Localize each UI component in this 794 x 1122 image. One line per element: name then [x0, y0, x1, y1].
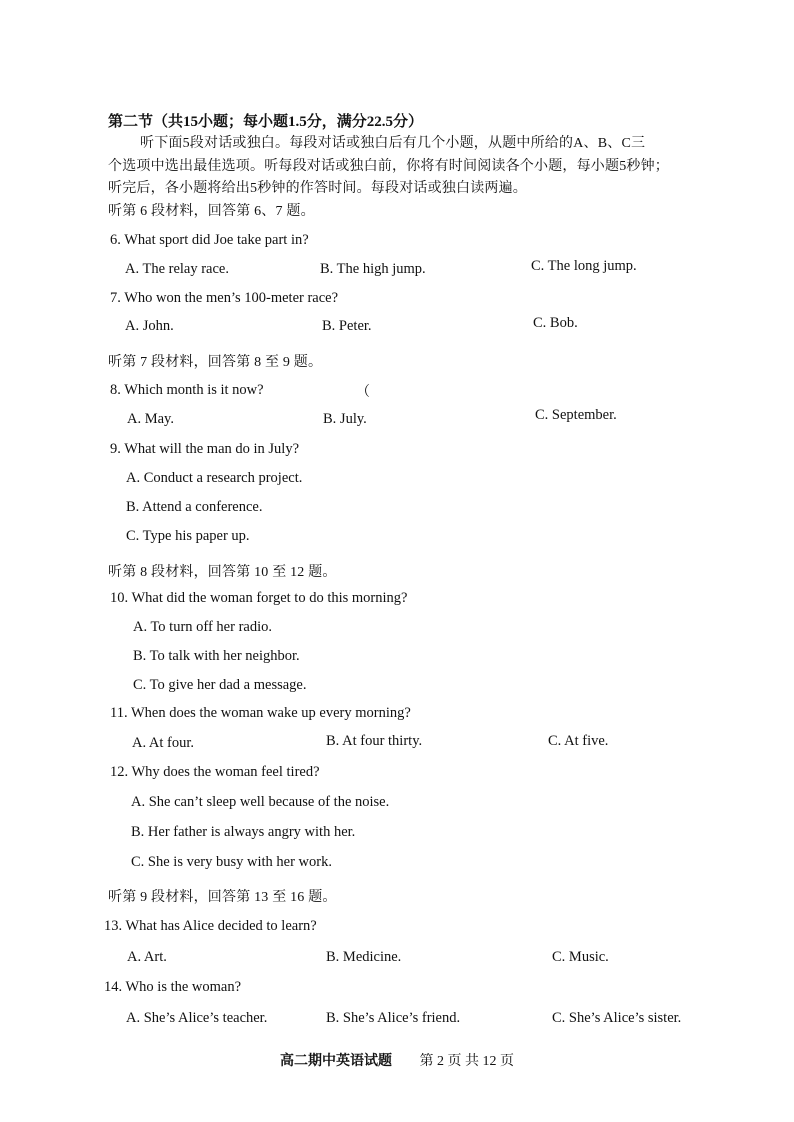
option-c: C. Bob.: [533, 315, 578, 331]
option-a: A. To turn off her radio.: [133, 619, 272, 635]
option-c: C. Music.: [552, 949, 609, 965]
option-a: A. She’s Alice’s teacher.: [126, 1010, 268, 1026]
footer-title: 高二期中英语试题: [280, 1054, 392, 1069]
option-c: C. Type his paper up.: [126, 528, 250, 544]
question-stem: 13. What has Alice decided to learn?: [104, 918, 317, 934]
group-label: 听第 7 段材料，回答第 8 至 9 题。: [108, 355, 323, 370]
option-b: B. At four thirty.: [326, 733, 423, 749]
option-b: B. July.: [323, 411, 367, 427]
option-b: B. Peter.: [322, 318, 372, 334]
stray-mark: （: [356, 385, 370, 400]
page-footer: [280, 1050, 514, 1070]
option-a: A. At four.: [132, 735, 195, 751]
option-a: A. Conduct a research project.: [126, 470, 303, 486]
question-stem: 12. Why does the woman feel tired?: [110, 764, 320, 780]
option-a: A. The relay race.: [125, 261, 229, 277]
option-b: B. Medicine.: [326, 949, 402, 965]
instruction-line-2: 个选项中选出最佳选项。听每段对话或独白前，你将有时间阅读各个小题，每小题5秒钟；: [108, 159, 669, 174]
instruction-line-1: 听下面5段对话或独白。每段对话或独白后有几个小题，从题中所给的A、B、C三: [140, 136, 646, 151]
option-c: C. September.: [535, 407, 617, 423]
option-c: C. The long jump.: [531, 258, 637, 274]
footer-page-number: 第 2 页 共 12 页: [419, 1054, 514, 1069]
question-stem: 10. What did the woman forget to do this morning?: [110, 590, 408, 606]
group-label: 听第 9 段材料，回答第 13 至 16 题。: [108, 890, 337, 905]
question-stem: 14. Who is the woman?: [104, 979, 242, 995]
option-a: A. John.: [125, 318, 174, 334]
option-a: A. She can’t sleep well because of the noise.: [131, 794, 390, 810]
section-title: 第二节（共15小题；每小题1.5分，满分22.5分）: [108, 114, 424, 130]
option-b: B. She’s Alice’s friend.: [326, 1010, 461, 1026]
option-b: B. To talk with her neighbor.: [133, 648, 300, 664]
question-stem: 9. What will the man do in July?: [110, 441, 300, 457]
group-label: 听第 8 段材料，回答第 10 至 12 题。: [108, 565, 337, 580]
option-b: B. Her father is always angry with her.: [131, 824, 356, 840]
question-stem: 6. What sport did Joe take part in?: [110, 232, 309, 248]
option-a: A. May.: [127, 411, 174, 427]
question-stem: 11. When does the woman wake up every morning?: [110, 705, 411, 721]
option-c: C. To give her dad a message.: [133, 677, 307, 693]
option-c: C. She is very busy with her work.: [131, 854, 332, 870]
option-b: B. The high jump.: [320, 261, 426, 277]
question-stem: 8. Which month is it now?: [110, 382, 264, 398]
option-c: C. At five.: [548, 733, 609, 749]
question-stem: 7. Who won the men’s 100-meter race?: [110, 290, 339, 306]
instruction-line-3: 听完后，各小题将给出5秒钟的作答时间。每段对话或独白读两遍。: [108, 181, 527, 196]
option-c: C. She’s Alice’s sister.: [552, 1010, 682, 1026]
option-a: A. Art.: [127, 949, 167, 965]
group-label: 听第 6 段材料，回答第 6、7 题。: [108, 204, 315, 219]
option-b: B. Attend a conference.: [126, 499, 263, 515]
